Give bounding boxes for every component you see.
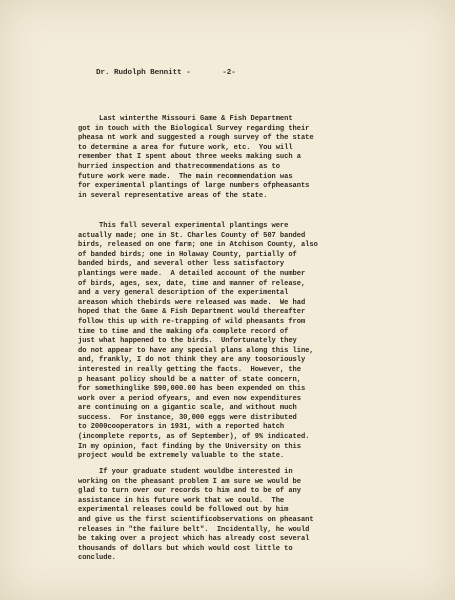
paragraph-1 xyxy=(78,115,408,201)
text-line: plantings were made. A detailed account of the number xyxy=(78,269,306,278)
text-line: (incomplete reports, as of September), of 9% indicated. xyxy=(78,433,310,442)
text-line: experimental releases could be followed out by him xyxy=(78,506,289,515)
text-line: remember that I spent about three weeks making such a xyxy=(78,153,301,162)
paragraph-2 xyxy=(78,222,408,462)
text-line: hoped that the Game & Fish Department would thereafter xyxy=(78,308,306,317)
text-line: time to time and the making ofa complete record of xyxy=(78,327,289,336)
text-line: for experimental plantings of large numbers ofpheasants xyxy=(78,182,310,191)
text-line: working on the pheasant problem I am sure we would be xyxy=(78,477,301,486)
text-line: project would be extremely valuable to the state. xyxy=(78,452,285,461)
text-line: conclude. xyxy=(78,554,116,563)
text-line: follow this up with re-trapping of wild pheasants from xyxy=(78,317,306,326)
paragraph-3 xyxy=(78,468,408,564)
text-line: are continuing on a gigantic scale, and without much xyxy=(78,404,297,413)
text-line: interested in really getting the facts. However, the xyxy=(78,365,301,374)
text-line: areason which thebirds were released was made. We had xyxy=(78,298,306,307)
text-line: for somethinglike $90,000.00 has been expended on this xyxy=(78,385,306,394)
text-line: pheasa nt work and suggested a rough survey of the state xyxy=(78,134,314,143)
text-line: assistance in his future work that we could. The xyxy=(78,496,285,505)
text-line: Last winterthe Missouri Game & Fish Department xyxy=(78,115,293,123)
text-line: In my opinion, fact finding by the University on this xyxy=(78,442,301,451)
text-line: be taking over a project which has already cost several xyxy=(78,535,310,544)
text-line: got in touch with the Biological Survey regarding their xyxy=(78,124,310,133)
text-line: and a very general description of the experimental xyxy=(78,289,289,298)
text-line: p heasant policy should be a matter of state concern, xyxy=(78,375,301,384)
text-line: glad to turn over our records to him and to be of any xyxy=(78,487,301,496)
text-line: in several representative areas of the state. xyxy=(78,191,268,200)
text-line: banded birds, and several other less satisfactory xyxy=(78,260,285,269)
text-line: hurried inspection and thatrecommendations as to xyxy=(78,162,280,171)
text-line: releases in "the failure belt". Incidentally, he would xyxy=(78,525,310,534)
text-line: of banded birds; one in Holaway County, partially of xyxy=(78,250,297,259)
text-line: success. For instance, 30,000 eggs were distributed xyxy=(78,413,297,422)
text-line: of birds, ages, sex, date, time and manner of release, xyxy=(78,279,306,288)
text-line: and, frankly, I do not think they are any toosoriously xyxy=(78,356,306,365)
text-line: just what happened to the birds. Unfortunately they xyxy=(78,337,297,346)
text-line: future work were made. The main recommendation was xyxy=(78,172,293,181)
text-line: actually made; one in St. Charles County of 507 banded xyxy=(78,231,306,240)
page-header: Dr. Rudolph Bennitt - -2- xyxy=(96,69,236,77)
text-line: work over a period ofyears, and even now expenditures xyxy=(78,394,301,403)
text-line: do not appear to have any special plans along this line, xyxy=(78,346,314,355)
text-line: If your graduate student wouldbe interested in xyxy=(78,468,293,476)
text-line: This fall several experimental plantings were xyxy=(78,222,289,230)
text-line: and give us the first scientificobservations on pheasant xyxy=(78,515,314,524)
text-line: thousands of dollars but which would cost little to xyxy=(78,544,293,553)
text-line: birds, released on one farm; one in Atchison County, also xyxy=(78,241,318,250)
text-line: to 2000cooperators in 1931, with a reported hatch xyxy=(78,423,285,432)
text-line: to determine a area for future work, etc. You will xyxy=(78,143,293,152)
